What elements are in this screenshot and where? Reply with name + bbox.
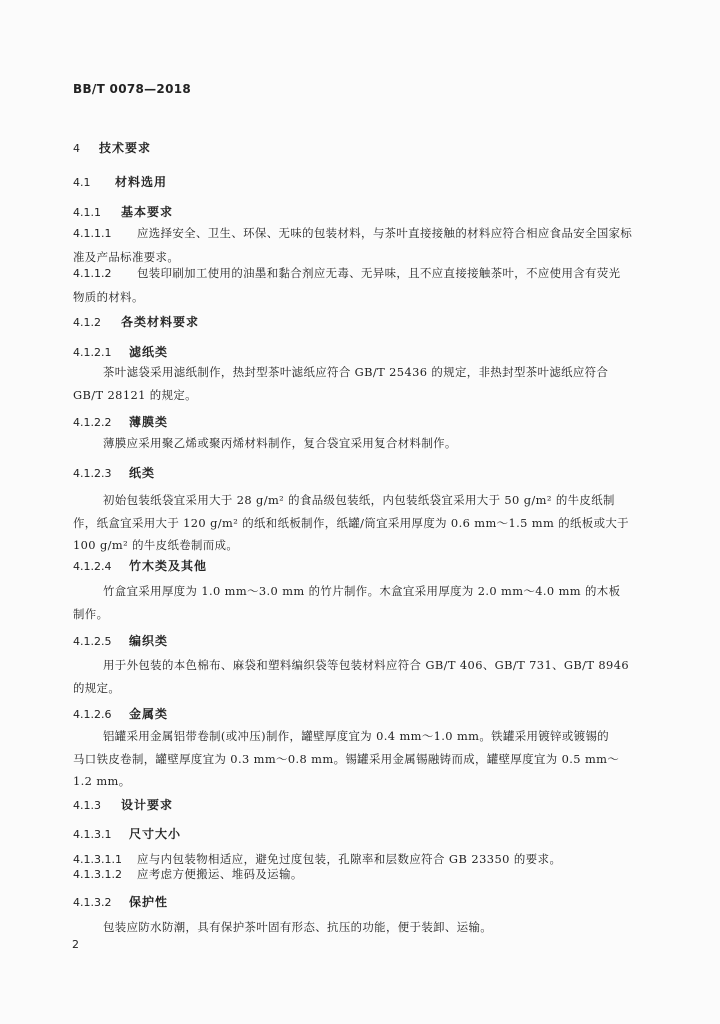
section-number: 4.1.2 xyxy=(73,316,101,329)
item-4-1-3-1-2 xyxy=(73,866,303,882)
section-number: 4.1.2.6 xyxy=(73,708,112,721)
section-number: 4.1.1 xyxy=(73,206,101,219)
paragraph-line-2: 制作。 xyxy=(73,606,109,621)
item-4-1-3-1-1 xyxy=(73,851,561,867)
paragraph-4-1-2-5 xyxy=(73,654,645,699)
section-title: 设计要求 xyxy=(121,798,174,812)
section-number: 4 xyxy=(73,142,80,155)
paragraph-4-1-3-2 xyxy=(73,916,645,939)
section-4-1-2-4-heading xyxy=(73,557,207,574)
paragraph-4-1-2-6 xyxy=(73,725,645,793)
paragraph-line-1: 初始包装纸袋宜采用大于 28 g/m² 的食品级包装纸，内包装纸袋宜采用大于 50 g/m² 的牛皮纸制 xyxy=(103,493,615,507)
item-line-2: 准及产品标准要求。 xyxy=(73,249,180,264)
section-4-1-2-3-heading xyxy=(73,464,155,481)
paragraph-line-1: 包装应防水防潮，具有保护茶叶固有形态、抗压的功能，便于装卸、运输。 xyxy=(103,920,493,934)
item-number: 4.1.3.1.2 xyxy=(73,868,122,881)
section-title: 技术要求 xyxy=(99,141,152,155)
paragraph-line-2: 马口铁皮卷制，罐壁厚度宜为 0.3 mm～0.8 mm。锡罐采用金属锡融铸而成，罐壁厚度宜为 0.5 mm～ xyxy=(73,751,620,766)
item-line-1 xyxy=(73,222,645,246)
item-number: 4.1.1.1 xyxy=(73,227,112,240)
section-title: 薄膜类 xyxy=(129,415,169,429)
section-4-1-3-1-heading xyxy=(73,825,181,842)
section-title: 金属类 xyxy=(129,707,169,721)
paragraph-line-1: 竹盒宜采用厚度为 1.0 mm～3.0 mm 的竹片制作。木盒宜采用厚度为 2.0 mm～4.0 mm 的木板 xyxy=(103,584,621,598)
paragraph-4-1-2-4 xyxy=(73,580,645,625)
section-title: 竹木类及其他 xyxy=(129,559,208,573)
paragraph-line-2: 作，纸盒宜采用大于 120 g/m² 的纸和纸板制作，纸罐/筒宜采用厚度为 0.6 mm～1.5 mm 的纸板或大于 xyxy=(73,515,629,530)
section-4-heading xyxy=(73,139,151,156)
section-4-1-3-heading xyxy=(73,796,173,813)
section-number: 4.1.2.2 xyxy=(73,416,112,429)
section-number: 4.1.3 xyxy=(73,799,101,812)
section-4-1-2-6-heading xyxy=(73,705,168,722)
item-line-2: 物质的材料。 xyxy=(73,289,144,304)
section-title: 尺寸大小 xyxy=(129,827,182,841)
section-title: 纸类 xyxy=(129,466,156,480)
section-4-1-3-2-heading xyxy=(73,893,168,910)
item-text: 应考虑方便搬运、堆码及运输。 xyxy=(137,867,303,881)
item-number: 4.1.3.1.1 xyxy=(73,853,122,866)
section-4-1-2-1-heading xyxy=(73,343,168,360)
section-title: 编织类 xyxy=(129,634,169,648)
paragraph-line-1: 茶叶滤袋采用滤纸制作，热封型茶叶滤纸应符合 GB/T 25436 的规定，非热封型茶叶滤纸应符合 xyxy=(103,365,609,379)
paragraph-line-2: 的规定。 xyxy=(73,680,121,695)
section-4-1-2-heading xyxy=(73,313,199,330)
paragraph-line-1: 铝罐采用金属铝带卷制(或冲压)制作，罐壁厚度宜为 0.4 mm～1.0 mm。铁罐采用镀锌或镀锡的 xyxy=(103,729,610,743)
section-number: 4.1.3.2 xyxy=(73,896,112,909)
section-number: 4.1.2.3 xyxy=(73,467,112,480)
paragraph-line-3: 100 g/m² 的牛皮纸卷制而成。 xyxy=(73,538,239,552)
paragraph-line-3: 1.2 mm。 xyxy=(73,774,131,788)
section-title: 保护性 xyxy=(129,895,169,909)
document-header: BB/T 0078—2018 xyxy=(73,82,192,96)
paragraph-line-2: GB/T 28121 的规定。 xyxy=(73,387,197,402)
section-title: 材料选用 xyxy=(115,175,168,189)
item-line-1 xyxy=(73,262,645,286)
page-number: 2 xyxy=(72,938,79,951)
section-title: 各类材料要求 xyxy=(121,315,200,329)
section-4-1-1-heading xyxy=(73,203,173,220)
paragraph-4-1-2-2 xyxy=(73,432,645,455)
section-number: 4.1.2.5 xyxy=(73,635,112,648)
paragraph-line-1: 用于外包装的本色棉布、麻袋和塑料编织袋等包装材料应符合 GB/T 406、GB/T 731、GB/T 8946 xyxy=(103,658,629,672)
section-number: 4.1 xyxy=(73,176,91,189)
section-number: 4.1.2.4 xyxy=(73,560,112,573)
section-4-1-2-5-heading xyxy=(73,632,168,649)
section-4-1-heading xyxy=(73,173,167,190)
section-number: 4.1.3.1 xyxy=(73,828,112,841)
section-title: 滤纸类 xyxy=(129,345,169,359)
paragraph-4-1-2-1 xyxy=(73,361,645,406)
section-title: 基本要求 xyxy=(121,205,174,219)
item-text: 应与内包装物相适应，避免过度包装，孔隙率和层数应符合 GB 23350 的要求。 xyxy=(137,852,562,866)
item-number: 4.1.1.2 xyxy=(73,267,112,280)
item-text: 应选择安全、卫生、环保、无味的包装材料，与茶叶直接接触的材料应符合相应食品安全国家标 xyxy=(137,226,633,240)
item-4-1-1-2 xyxy=(73,262,645,308)
paragraph-line-1: 薄膜应采用聚乙烯或聚丙烯材料制作，复合袋宜采用复合材料制作。 xyxy=(103,436,457,450)
section-number: 4.1.2.1 xyxy=(73,346,112,359)
paragraph-4-1-2-3 xyxy=(73,489,645,557)
item-text: 包装印刷加工使用的油墨和黏合剂应无毒、无异味，且不应直接接触茶叶，不应使用含有荧光 xyxy=(137,266,621,280)
section-4-1-2-2-heading xyxy=(73,413,168,430)
